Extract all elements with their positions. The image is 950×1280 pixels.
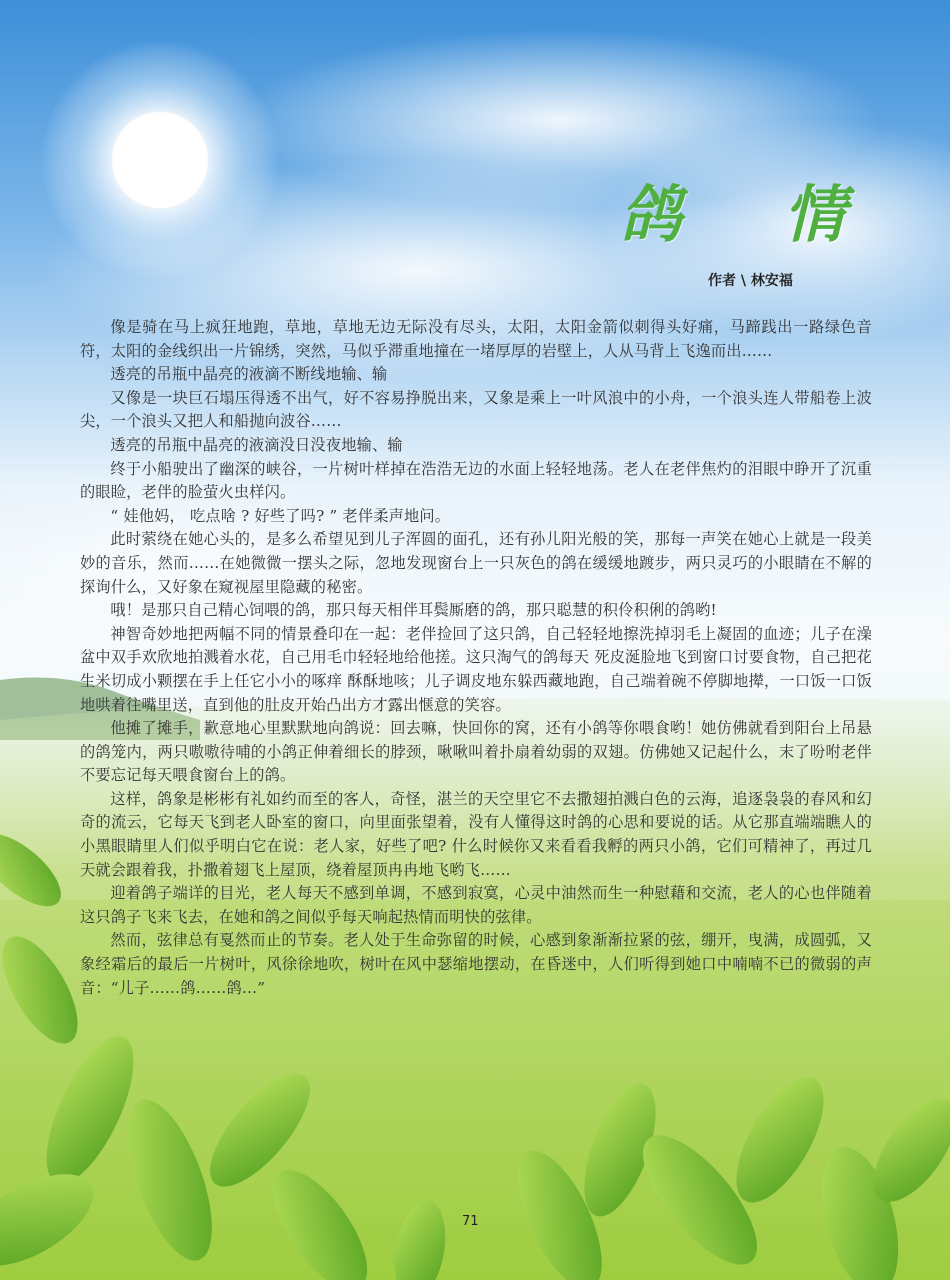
article-body [80, 316, 872, 1000]
page-number: 71 [462, 1214, 479, 1229]
paragraph: 他摊了摊手，歉意地心里默默地向鸽说：回去嘛，快回你的窝，还有小鸽等你喂食哟！她仿佛就看到阳台上吊悬的鸽笼内，两只嗷嗷待哺的小鸽正伸着细长的脖颈，啾啾叫着扑扇着幼弱的双翅。仿佛她又记起什么，末了吩咐老伴不要忘记每天喂食窗台上的鸽。 [80, 719, 872, 785]
paragraph: 迎着鸽子端详的目光，老人每天不感到单调，不感到寂寞，心灵中油然而生一种慰藉和交流，老人的心也伴随着这只鸽子飞来飞去，在她和鸽之间似乎每天响起热情而明快的弦律。 [80, 884, 872, 926]
article-title: 鸽 情 [620, 178, 886, 251]
paragraph: 然而，弦律总有戛然而止的节奏。老人处于生命弥留的时候，心感到象渐渐拉紧的弦，绷开，曳满，成圆弧，又象经霜后的最后一片树叶，风徐徐地吹，树叶在风中瑟缩地摆动，在昏迷中，人们听得到她口中喃喃不已的微弱的声音：“儿子……鸽……鸽…” [80, 931, 872, 997]
paragraph: 神智奇妙地把两幅不同的情景叠印在一起：老伴捡回了这只鸽，自己轻轻地擦洗掉羽毛上凝固的血迹；儿子在澡盆中双手欢欣地拍溅着水花，自己用毛巾轻轻地给他搓。这只淘气的鸽每天 死皮涎脸地飞到窗口讨要食物，自己把花生米切成小颗摆在手上任它小小的啄痒 酥酥地咳；儿子调皮地东躲西藏地跑，自己端着碗不停脚地撵，一口饭一口饭地哄着往嘴里送，直到他的肚皮开始凸出方才露出惬意的笑容。 [80, 624, 872, 714]
paragraph: 终于小船驶出了幽深的峡谷，一片树叶样掉在浩浩无边的水面上轻轻地荡。老人在老伴焦灼的泪眼中睁开了沉重的眼睑，老伴的脸萤火虫样闪。 [80, 459, 872, 502]
paragraph: “ 娃他妈， 吃点啥 ? 好些了吗? ” 老伴柔声地问。 [110, 506, 451, 525]
paragraph: 此时萦绕在她心头的，是多么希望见到儿子浑圆的面孔，还有孙儿阳光般的笑，那每一声笑在她心上就是一段美妙的音乐，然而……在她微微一摆头之际，忽地发现窗台上一只灰色的鸽在缓缓地踱步，两只灵巧的小眼睛在不解的探询什么，又好象在窥视屋里隐藏的秘密。 [80, 530, 872, 596]
paragraph: 这样，鸽象是彬彬有礼如约而至的客人，奇怪，湛兰的天空里它不去撒翅拍溅白色的云海，追逐袅袅的春风和幻奇的流云，它每天飞到老人卧室的窗口，向里面张望着，没有人懂得这时鸽的心思和要说的话。从它那直端端瞧人的小黑眼睛里人们似乎明白它在说：老人家，好些了吧? 什么时候你又来看看我孵的两只小鸽，它们可精神了，再过几天就会跟着我，扑撒着翅飞上屋顶，绕着屋顶冉冉地飞哟飞…… [80, 789, 872, 879]
paragraph: 透亮的吊瓶中晶亮的液滴不断线地输、输 [110, 365, 388, 384]
paragraph: 哦！是那只自己精心饲喂的鸽，那只每天相伴耳鬓厮磨的鸽，那只聪慧的积伶积俐的鸽哟! [110, 601, 717, 620]
paragraph: 像是骑在马上疯狂地跑，草地，草地无边无际没有尽头，太阳，太阳金箭似刺得头好痛，马蹄践出一路绿色音符，太阳的金线织出一片锦绣，突然，马似乎滞重地撞在一堵厚厚的岩壁上，人从马背上飞逸而出…… [80, 318, 872, 360]
paragraph: 又像是一块巨石塌压得透不出气，好不容易挣脱出来，又象是乘上一叶风浪中的小舟，一个浪头连人带船卷上波尖，一个浪头又把人和船抛向波谷…… [80, 388, 872, 431]
author-byline: 作者 \ 林安福 [708, 273, 793, 289]
paragraph: 透亮的吊瓶中晶亮的液滴没日没夜地输、输 [110, 435, 403, 454]
